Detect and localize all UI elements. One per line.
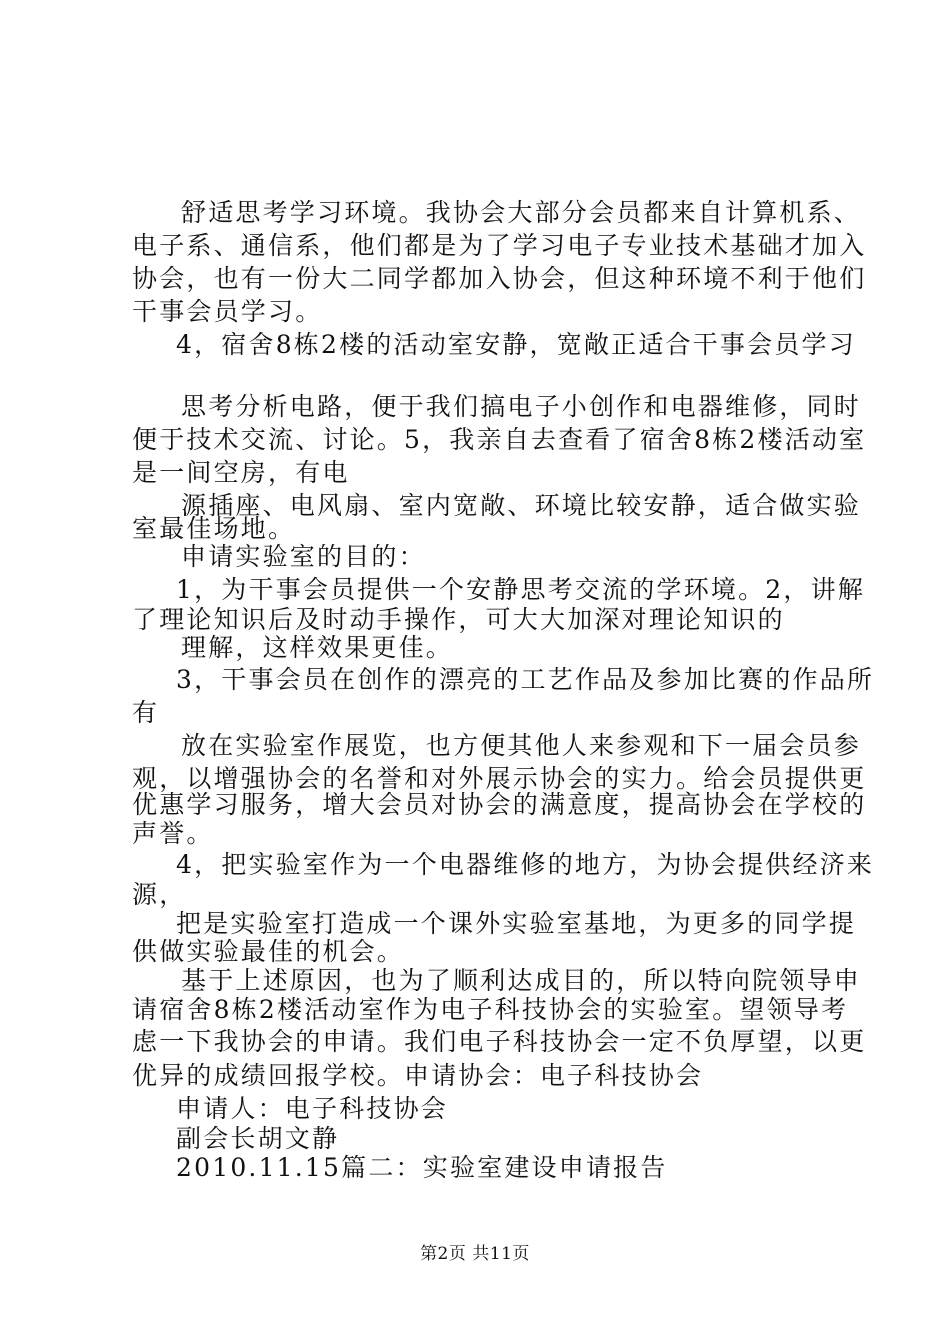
text-line: 室最佳场地。 bbox=[132, 514, 296, 543]
text-line: 便于技术交流、讨论。5，我亲自去查看了宿舍8栋2楼活动室 bbox=[132, 425, 867, 454]
text-line: 放在实验室作展览，也方便其他人来参观和下一届会员参 bbox=[181, 731, 862, 760]
text-line: 1，为干事会员提供一个安静思考交流的学环境。2，讲解 bbox=[176, 575, 866, 604]
text-line: 2010.11.15篇二：实验室建设申请报告 bbox=[176, 1153, 668, 1182]
text-line: 申请实验室的目的： bbox=[181, 542, 426, 571]
text-line: 请宿舍8栋2楼活动室作为电子科技协会的实验室。望领导考 bbox=[132, 995, 849, 1024]
text-line: 3，干事会员在创作的漂亮的工艺作品及参加比赛的作品所 bbox=[176, 665, 875, 694]
text-line: 申请人：电子科技协会 bbox=[176, 1094, 449, 1123]
text-line: 干事会员学习。 bbox=[132, 297, 323, 326]
text-line: 舒适思考学习环境。我协会大部分会员都来自计算机系、 bbox=[181, 198, 862, 227]
page-number-footer: 第2页 共11页 bbox=[420, 1244, 530, 1264]
text-line: 供做实验最佳的机会。 bbox=[132, 937, 405, 966]
text-line: 基于上述原因，也为了顺利达成目的，所以特向院领导申 bbox=[181, 966, 862, 995]
text-line: 是一间空房，有电 bbox=[132, 458, 350, 487]
text-line: 了理论知识后及时动手操作，可大大加深对理论知识的 bbox=[132, 605, 785, 634]
text-line: 有 bbox=[132, 698, 160, 727]
text-line: 4，把实验室作为一个电器维修的地方，为协会提供经济来 bbox=[176, 850, 875, 879]
text-line: 4，宿舍8栋2楼的活动室安静，宽敞正适合干事会员学习 bbox=[176, 330, 856, 359]
text-line: 理解，这样效果更佳。 bbox=[181, 633, 454, 662]
text-line: 电子系、通信系，他们都是为了学习电子专业技术基础才加入 bbox=[132, 231, 867, 260]
text-line: 观，以增强协会的名誉和对外展示协会的实力。给会员提供更 bbox=[132, 764, 867, 793]
text-line: 优惠学习服务，增大会员对协会的满意度，提高协会在学校的 bbox=[132, 790, 867, 819]
text-line: 思考分析电路，便于我们搞电子小创作和电器维修，同时 bbox=[181, 392, 862, 421]
text-line: 把是实验室打造成一个课外实验室基地，为更多的同学提 bbox=[176, 909, 857, 938]
text-line: 协会，也有一份大二同学都加入协会，但这种环境不利于他们 bbox=[132, 264, 867, 293]
text-line: 优异的成绩回报学校。申请协会：电子科技协会 bbox=[132, 1061, 704, 1090]
text-line: 副会长胡文静 bbox=[176, 1124, 340, 1153]
text-line: 声誉。 bbox=[132, 819, 214, 848]
text-line: 源插座、电风扇、室内宽敞、环境比较安静，适合做实验 bbox=[181, 491, 862, 520]
text-line: 源， bbox=[132, 880, 187, 909]
text-line: 虑一下我协会的申请。我们电子科技协会一定不负厚望，以更 bbox=[132, 1027, 867, 1056]
